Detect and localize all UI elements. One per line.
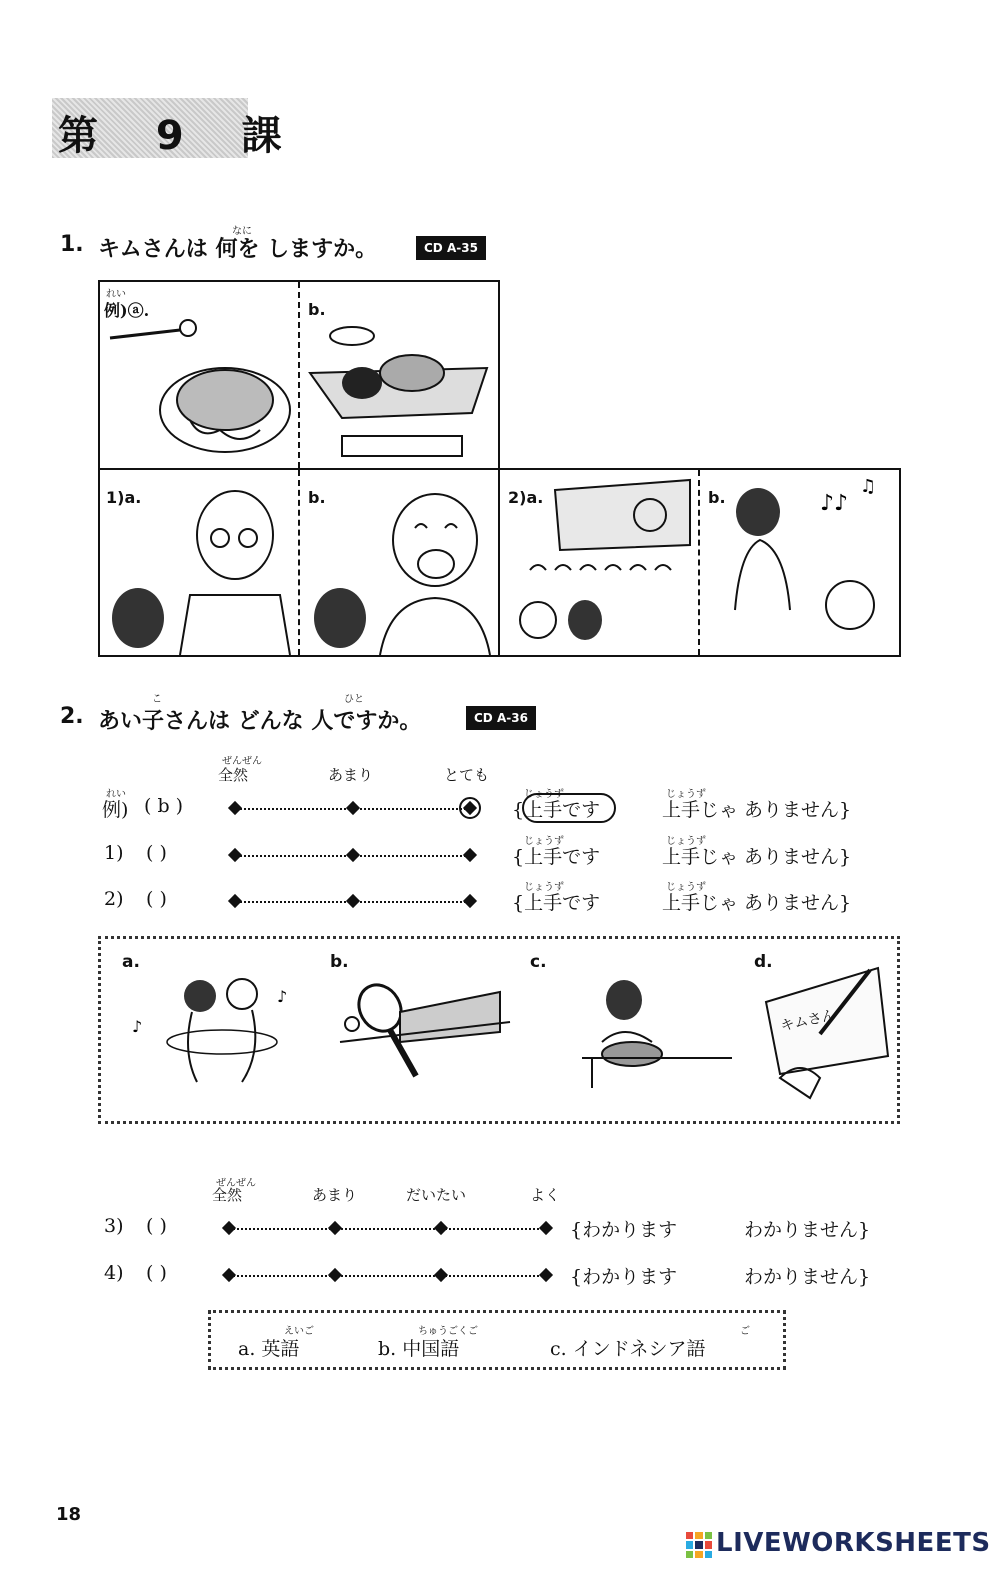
liveworksheets-watermark: LIVEWORKSHEETS [716,1528,991,1558]
scale-point[interactable] [346,848,360,862]
option-wakarimasen[interactable]: わかりません} [744,1219,871,1241]
scale-label-totemo: とても [444,766,490,784]
laughing-man-illustration [300,490,496,655]
liveworksheets-logo-icon [686,1532,712,1558]
answer-box[interactable]: ( ) [146,842,167,864]
answer-box[interactable]: ( ) [146,1215,167,1237]
spaghetti-illustration [100,300,296,468]
choice-label-a: a. [122,952,140,972]
ruby-jouzu: じょうず [666,882,706,893]
scale-point[interactable] [346,894,360,908]
panel-label-1a: 1)a. [106,488,142,507]
row-label: 4) [104,1262,124,1284]
language-choice-a[interactable]: a. 英語 [238,1338,300,1360]
scale-line [230,1275,546,1277]
scale-point[interactable] [539,1268,553,1282]
choice-label-c: c. [530,952,547,972]
movie-theater-illustration [500,470,696,655]
handwritten-kim-san: キムさん [779,1007,838,1035]
scale-point[interactable] [328,1221,342,1235]
scale-point[interactable] [228,801,242,815]
ruby-jouzu: じょうず [666,836,706,847]
row-label: 2) [104,888,124,910]
choice-label-d: d. [754,952,773,972]
row-label: 3) [104,1215,124,1237]
scale-point[interactable] [228,894,242,908]
scale-point[interactable] [463,848,477,862]
teacher-illustration [100,490,296,655]
singer-illustration [700,470,900,655]
ruby-jouzu: じょうず [524,882,564,893]
writing-illustration [760,958,894,1102]
ruby-ko: こ [152,694,162,705]
ruby-jouzu: じょうず [524,836,564,847]
ruby-go: ご [740,1326,750,1337]
ruby-zenzen: ぜんぜん [222,756,262,767]
svg-text:♪: ♪ [277,987,288,1006]
choice-label-b: b. [330,952,349,972]
scale-point[interactable] [346,801,360,815]
scale-label-amari: あまり [312,1186,358,1204]
scale-point[interactable] [328,1268,342,1282]
section1-number: 1. [60,232,84,257]
option-jouzu-ja-arimasen[interactable]: 上手じゃ ありません} [662,892,852,914]
ruby-nani: なに [232,226,252,237]
scale-point[interactable] [222,1221,236,1235]
cd-track-badge: CD A-35 [416,236,486,260]
row-label: 1) [104,842,124,864]
cd-track-badge: CD A-36 [466,706,536,730]
option-jouzu-ja-arimasen[interactable]: 上手じゃ ありません} [662,846,852,868]
panel-label-1b: b. [308,488,326,507]
cooking-illustration [552,972,742,1090]
panel-label-b: b. [308,300,326,319]
scale-point[interactable] [434,1221,448,1235]
svg-text:♫: ♫ [860,476,877,497]
ruby-rei: れい [106,789,126,800]
scale-point[interactable] [434,1268,448,1282]
scale-point[interactable] [463,894,477,908]
panel-label-2b: b. [708,488,726,507]
ruby-zenzen: ぜんぜん [216,1178,256,1189]
option-jouzu-desu[interactable]: {上手です [512,892,601,914]
dancing-illustration [112,972,312,1084]
option-wakarimasu[interactable]: {わかります [570,1219,678,1241]
scale-label-amari: あまり [328,766,374,784]
scale-point[interactable] [222,1268,236,1282]
ruby-jouzu: じょうず [666,789,706,800]
svg-text:♪♪: ♪♪ [820,491,849,516]
section2-question: あい子さんは どんな 人ですか。 [98,709,422,734]
scale-label-yoku: よく [530,1186,561,1204]
answer-box[interactable]: ( ) [146,1262,167,1284]
tempura-illustration [302,318,496,466]
scale-label-daitai: だいたい [406,1186,467,1204]
option-jouzu-desu[interactable]: {上手です [512,846,601,868]
option-jouzu-desu[interactable]: {上手です [512,799,601,821]
scale-line [230,1228,546,1230]
language-choice-c[interactable]: c. インドネシア語 [550,1338,706,1360]
language-choice-b[interactable]: b. 中国語 [378,1338,460,1360]
panel-divider [298,282,300,468]
tennis-illustration [330,972,520,1084]
svg-text:♪: ♪ [132,1017,143,1036]
scale-label-zenzen: 全然 [218,766,249,784]
ruby-rei: れい [106,289,126,300]
section1-question: キムさんは 何を しますか。 [98,237,378,262]
option-wakarimasen[interactable]: わかりません} [744,1266,871,1288]
answer-box[interactable]: ( b ) [144,795,184,817]
page-number: 18 [56,1504,82,1525]
lesson-title: 第 9 課 [58,113,304,159]
panel-label-2a: 2)a. [508,488,544,507]
scale-label-zenzen: 全然 [212,1186,243,1204]
ruby-eigo: えいご [284,1326,314,1337]
section2-number: 2. [60,704,84,729]
ruby-chuugokugo: ちゅうごくご [418,1326,478,1337]
scale-point[interactable] [228,848,242,862]
answer-box[interactable]: ( ) [146,888,167,910]
panel-label-example: 例)ⓐ. [104,301,150,320]
row-label: 例) [102,799,129,821]
ruby-jouzu: じょうず [524,789,564,800]
selected-option-circle [522,793,616,823]
ruby-hito: ひと [344,694,364,705]
option-wakarimasu[interactable]: {わかります [570,1266,678,1288]
scale-point[interactable] [539,1221,553,1235]
option-jouzu-ja-arimasen[interactable]: 上手じゃ ありません} [662,799,852,821]
